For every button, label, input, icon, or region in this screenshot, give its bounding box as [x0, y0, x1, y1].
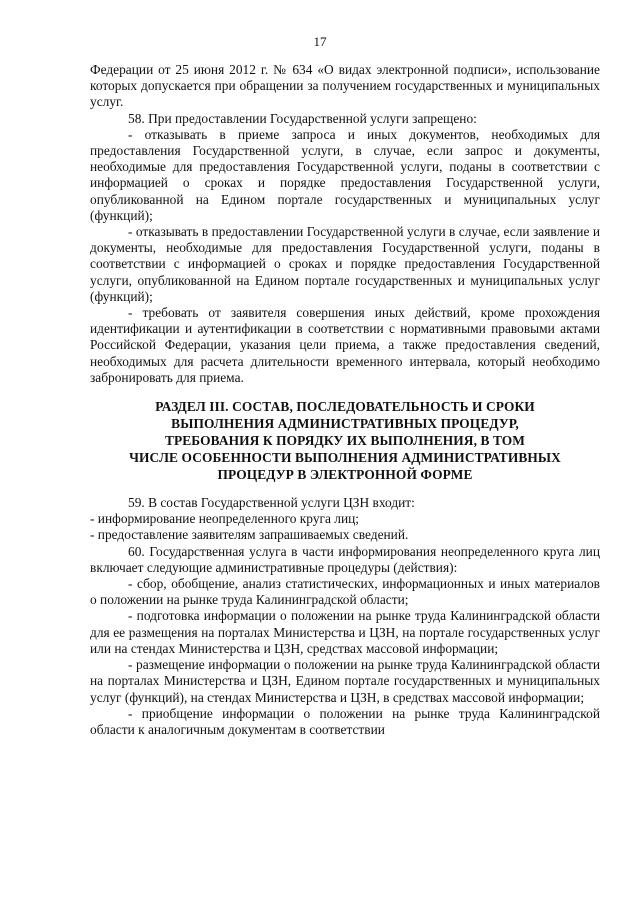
section-heading-line: РАЗДЕЛ III. СОСТАВ, ПОСЛЕДОВАТЕЛЬНОСТЬ И СРОКИ	[155, 399, 535, 415]
paragraph-continuation: Федерации от 25 июня 2012 г. № 634 «О видах электронной подписи», использование которых допускается при обращении за получением государственных и муниципальных услуг.	[90, 62, 600, 110]
section-heading-line: ЧИСЛЕ ОСОБЕННОСТИ ВЫПОЛНЕНИЯ АДМИНИСТРАТИВНЫХ	[129, 450, 561, 466]
list-item-prohibition-2: - отказывать в предоставлении Государственной услуги в случае, если заявление и документы, необходимые для предоставления Государственной услуги, поданы в соответствии с информацией о сроках и порядке предоставления Государственной услуги, опубликованной на Едином портале государственных и муниципальных услуг (функций);	[90, 224, 600, 304]
list-item-procedure-2: - подготовка информации о положении на рынке труда Калининградской области для ее размещения на порталах Министерства и ЦЗН, на портале государственных услуг или на стендах Министерства и ЦЗН, средствах массовой информации;	[90, 608, 600, 656]
section-heading-line: ПРОЦЕДУР В ЭЛЕКТРОННОЙ ФОРМЕ	[217, 467, 473, 483]
list-item-service-2: - предоставление заявителям запрашиваемых сведений.	[90, 527, 409, 543]
list-item-procedure-4: - приобщение информации о положении на рынке труда Калининградской области к аналогичным документам в соответствии	[90, 705, 600, 737]
section-heading-line: ТРЕБОВАНИЯ К ПОРЯДКУ ИХ ВЫПОЛНЕНИЯ, В ТОМ	[164, 433, 526, 449]
list-item-prohibition-3: - требовать от заявителя совершения иных действий, кроме прохождения идентификации и аутентификации в соответствии с нормативными правовыми актами Российской Федерации, указания цели приема, а также предоставления сведений, необходимых для расчета длительности временного интервала, который необходимо забронировать для приема.	[90, 305, 600, 385]
list-item-procedure-3: - размещение информации о положении на рынке труда Калининградской области на порталах Министерства и ЦЗН, Едином портале государственных и муниципальных услуг (функций), на стендах Министерства и ЦЗН, в средствах массовой информации;	[90, 657, 600, 705]
document-body	[90, 62, 600, 738]
paragraph-59: 59. В состав Государственной услуги ЦЗН входит:	[128, 495, 415, 511]
page-number: 17	[313, 34, 327, 49]
list-item-service-1: - информирование неопределенного круга лиц;	[90, 511, 360, 527]
section-heading-line: ВЫПОЛНЕНИЯ АДМИНИСТРАТИВНЫХ ПРОЦЕДУР,	[171, 416, 519, 432]
list-item-procedure-1: - сбор, обобщение, анализ статистических, информационных и иных материалов о положении на рынке труда Калининградской области;	[90, 576, 600, 608]
paragraph-58: 58. При предоставлении Государственной услуги запрещено:	[128, 110, 477, 126]
paragraph-60: 60. Государственная услуга в части информирования неопределенного круга лиц включает следующие административные процедуры (действия):	[90, 543, 600, 575]
list-item-prohibition-1: - отказывать в приеме запроса и иных документов, необходимых для предоставления Государственной услуги, в случае, если запрос и документы, необходимые для предоставления Государственной услуги, поданы в соответствии с информацией о сроках и порядке предоставления Государственной услуги, опубликованной на Едином портале государственных и муниципальных услуг (функций);	[90, 126, 600, 223]
section-heading	[90, 398, 600, 483]
